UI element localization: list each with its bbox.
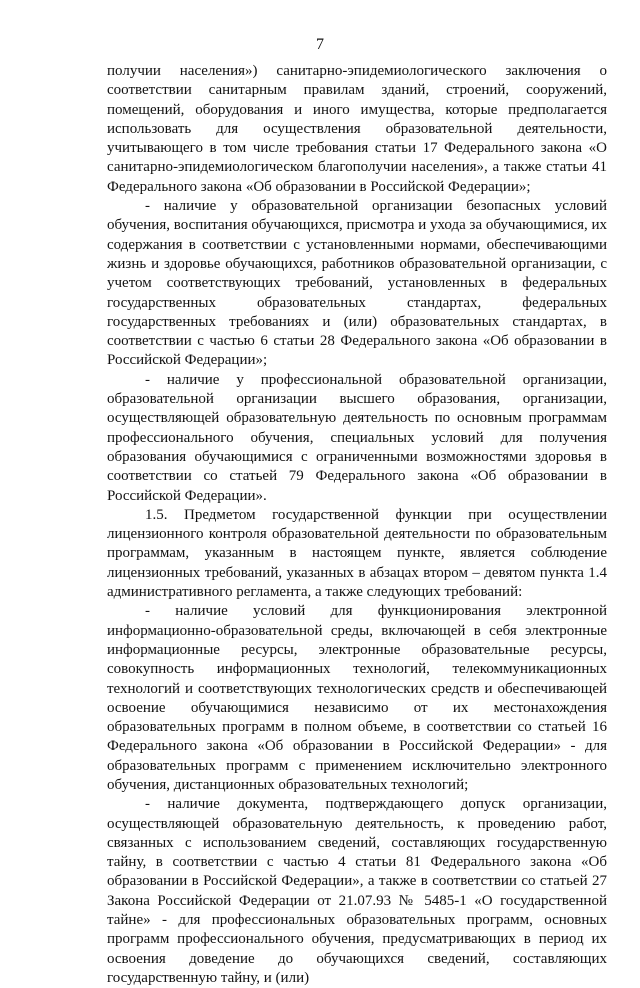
paragraph-state-secret-clearance: - наличие документа, подтверждающего допуск организации, осуществляющей образовательную деятельность, к проведению работ, связанных с использованием сведений, составляющих государственную тайну, в соответствии с частью 4 статьи 81 Федерального закона «Об образовании в Российской Федерации», а также в соответствии со статьей 27 Закона Российской Федерации от 21.07.93 № 5485-1 «О государственной тайне» - для профессиональных образовательных программ, основных программ профессионального обучения, предусматривающих в период их освоения доведение до обучающихся сведений, составляющих государственную тайну, и (или)	[107, 796, 607, 986]
document-body	[107, 62, 607, 988]
paragraph-safe-conditions: - наличие у образовательной организации безопасных условий обучения, воспитания обучающихся, присмотра и ухода за обучающимися, их содержания в соответствии с установленными нормами, обеспечивающими жизнь и здоровье обучающихся, работников образовательной организации, с учетом соответствующих требований, установленных в федеральных государственных образовательных стандартах, федеральных государственных требованиях и (или) образовательных стандартах, в соответствии с частью 6 статьи 28 Федерального закона «Об образовании в Российской Федерации»;	[107, 198, 608, 369]
paragraph-section-1-5: 1.5. Предметом государственной функции при осуществлении лицензионного контроля образовательной деятельности по образовательным программам, указанным в настоящем пункте, является соблюдение лицензионных требований, указанных в абзацах втором – девятом пункта 1.4 административного регламента, а также следующих требований:	[107, 506, 607, 601]
paragraph-special-conditions: - наличие у профессиональной образовательной организации, образовательной организации высшего образования, организации, осуществляющей образовательную деятельность по основным программам профессионального обучения, специальных условий для получения образования обучающимися с ограниченными возможностями здоровья в соответствии со статьей 79 Федерального закона «Об образовании в Российской Федерации».	[107, 371, 607, 504]
paragraph-electronic-environment: - наличие условий для функционирования электронной информационно-образовательной среды, включающей в себя электронные информационные ресурсы, электронные образовательные ресурсы, совокупность информационных технологий, телекоммуникационных технологий и соответствующих технологических средств и обеспечивающей освоение обучающимися независимо от их местонахождения образовательных программ в полном объеме, в соответствии со статьей 16 Федерального закона «Об образовании в Российской Федерации» - для образовательных программ с применением исключительно электронного обучения, дистанционных образовательных технологий;	[107, 603, 607, 793]
page-number: 7	[316, 36, 324, 53]
paragraph-continuation: получии населения») санитарно-эпидемиологического заключения о соответствии санитарным правилам зданий, строений, сооружений, помещений, оборудования и иного имущества, которые предполагается использовать для осуществления образовательной деятельности, учитывающего в том числе требования статьи 17 Федерального закона «О санитарно-эпидемиологическом благополучии населения», а также статьи 41 Федерального закона «Об образовании в Российской Федерации»;	[107, 63, 607, 195]
